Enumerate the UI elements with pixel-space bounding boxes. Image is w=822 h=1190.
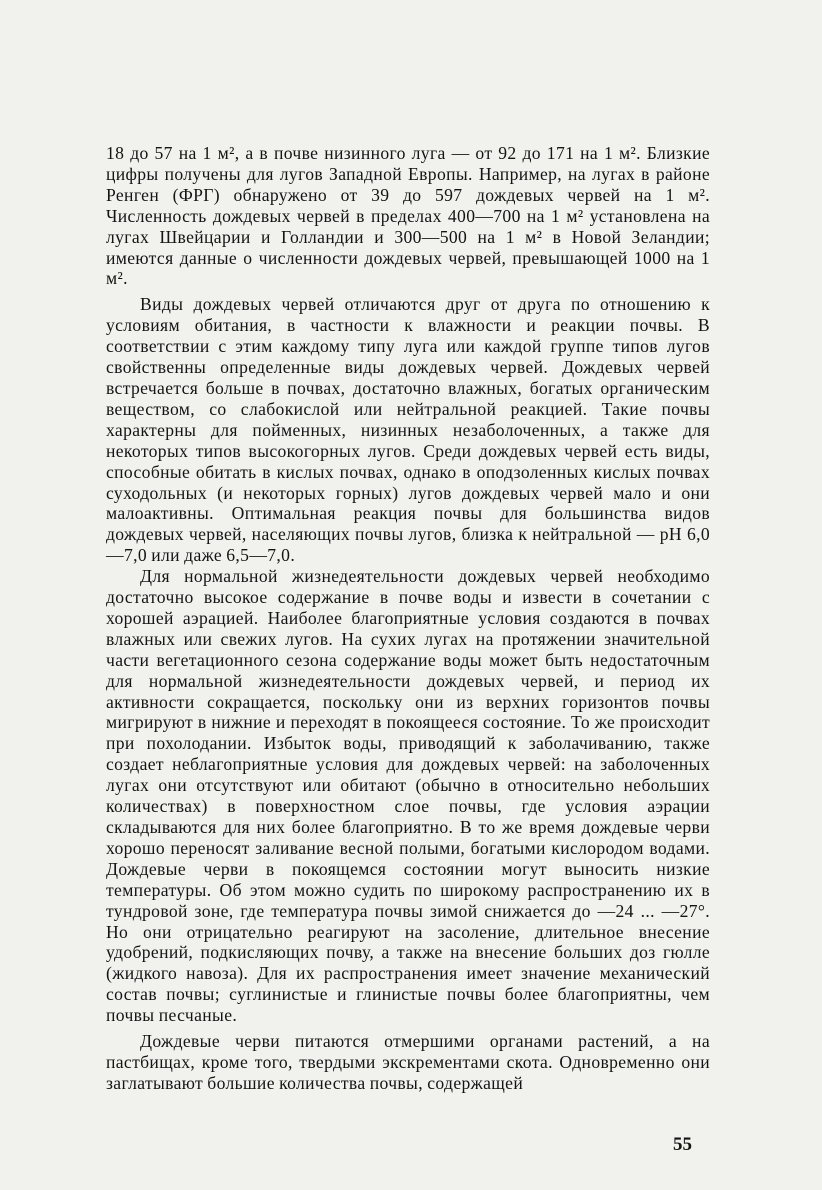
paragraph-feeding: Дождевые черви питаются отмершими органами растений, а на пастбищах, кроме того, твердыми экскрементами скота. Одновременно они заглатывают большие количества почвы, содержащей bbox=[106, 1031, 710, 1093]
paragraph-numbers: 18 до 57 на 1 м², а в почве низинного луга — от 92 до 171 на 1 м². Близкие цифры получены для лугов Западной Европы. Например, на лугах в районе Ренген (ФРГ) обнаружено от 39 до 597 дождевых червей на 1 м². Численность дождевых червей в пределах 400—700 на 1 м² установлена на лугах Швейцарии и Голландии и 300—500 на 1 м² в Новой Зеландии; имеются данные о численности дождевых червей, превышающей 1000 на 1 м². bbox=[106, 143, 710, 289]
page-number: 55 bbox=[673, 1134, 692, 1155]
body-text bbox=[106, 143, 710, 1094]
paragraph-species: Виды дождевых червей отличаются друг от друга по отношению к условиям обитания, в частности к влажности и реакции почвы. В соответствии с этим каждому типу луга или каждой группе типов лугов свойственны определенные виды дождевых червей. Дождевых червей встречается больше в почвах, достаточно влажных, богатых органическим веществом, со слабокислой или нейтральной реакцией. Такие почвы характерны для пойменных, низинных незаболоченных, а также для некоторых типов высокогорных лугов. Среди дождевых червей есть виды, способные обитать в кислых почвах, однако в оподзоленных кислых почвах суходольных (и некоторых горных) лугов дождевых червей мало и они малоактивны. Оптимальная реакция почвы для большинства видов дождевых червей, населяющих почвы лугов, близка к нейтральной — pH 6,0—7,0 или даже 6,5—7,0. bbox=[106, 294, 710, 566]
paragraph-conditions: Для нормальной жизнедеятельности дождевых червей необходимо достаточно высокое содержание в почве воды и извести в сочетании с хорошей аэрацией. Наиболее благоприятные условия создаются в почвах влажных или свежих лугов. На сухих лугах на протяжении значительной части вегетационного сезона содержание воды может быть недостаточным для нормальной жизнедеятельности дождевых червей, и период их активности сокращается, поскольку они из верхних горизонтов почвы мигрируют в нижние и переходят в покоящееся состояние. То же происходит при похолодании. Избыток воды, приводящий к заболачиванию, также создает неблагоприятные условия для дождевых червей: на заболоченных лугах они отсутствуют или обитают (обычно в относительно небольших количествах) в поверхностном слое почвы, где условия аэрации складываются для них более благоприятно. В то же время дождевые черви хорошо переносят заливание весной полыми, богатыми кислородом водами. Дождевые черви в покоящемся состоянии могут выносить низкие температуры. Об этом можно судить по широкому распространению их в тундровой зоне, где температура почвы зимой снижается до —24 ... —27°. Но они отрицательно реагируют на засоление, длительное внесение удобрений, подкисляющих почву, а также на внесение больших доз гюлле (жидкого навоза). Для их распространения имеет значение механический состав почвы; суглинистые и глинистые почвы более благоприятны, чем почвы песчаные. bbox=[106, 566, 710, 1026]
